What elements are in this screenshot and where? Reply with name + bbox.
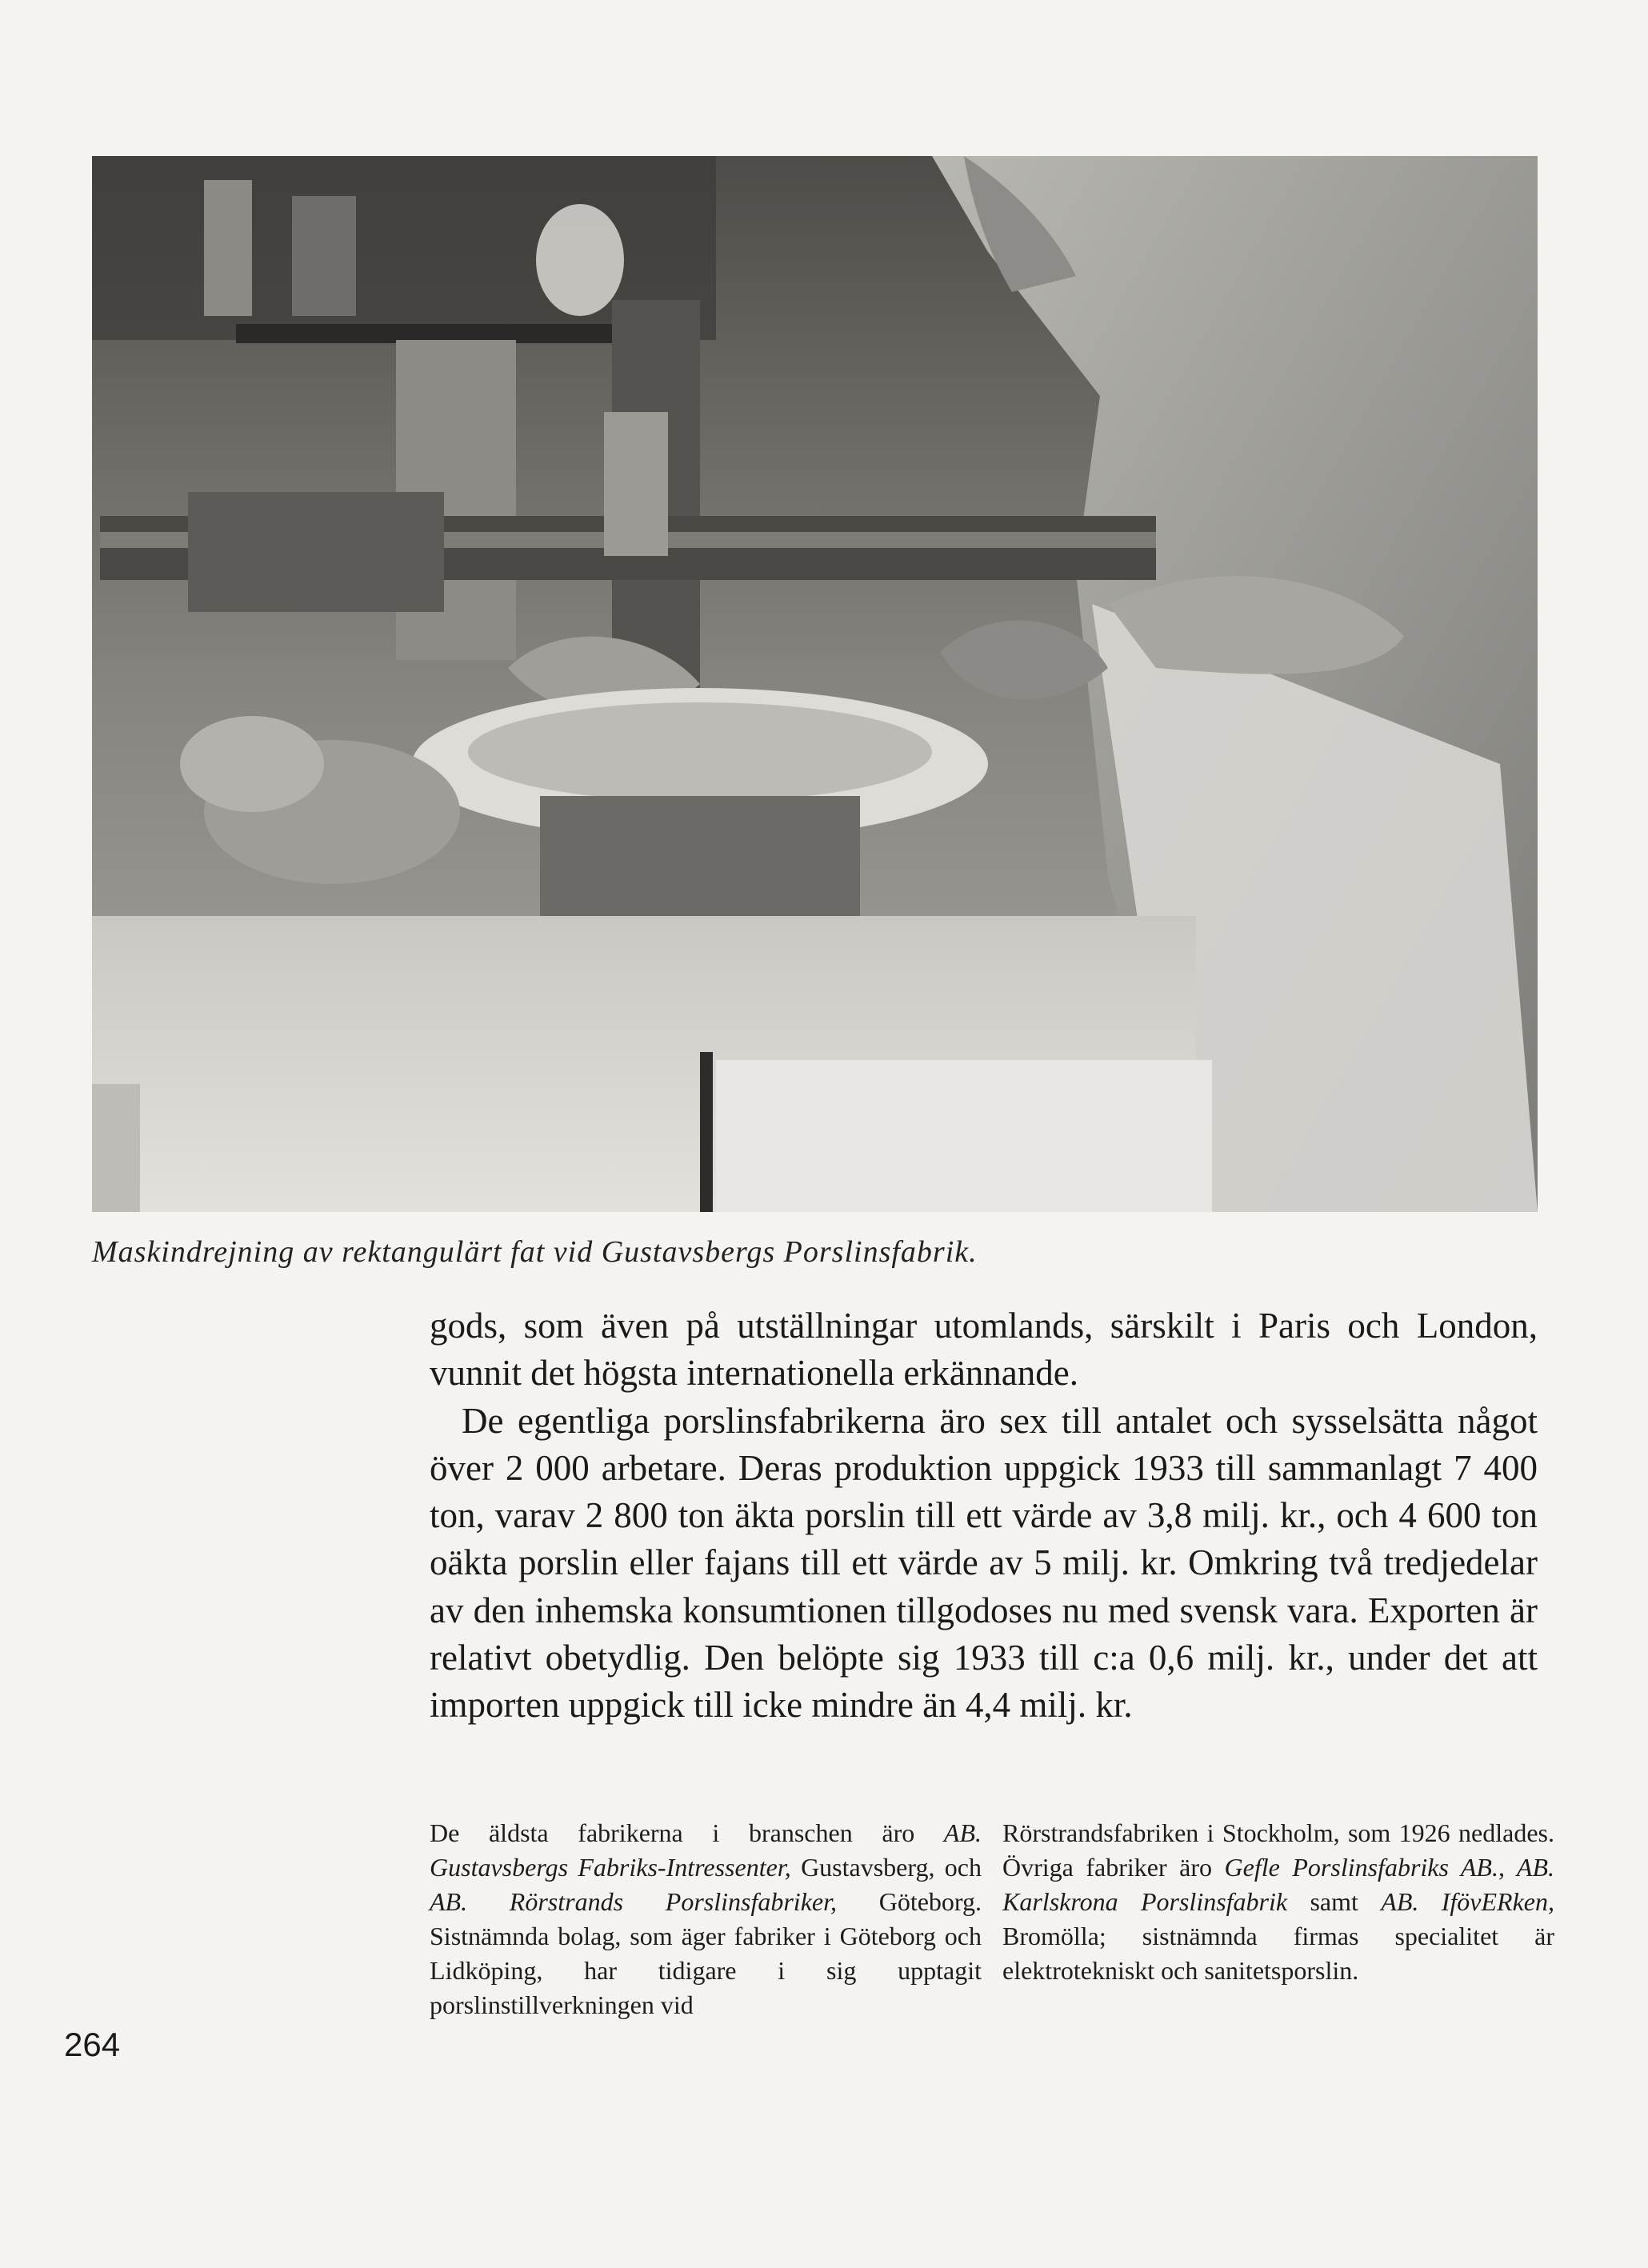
left-text-3: Göteborg. Sistnämnda bolag, som äger fabriker i Göteborg och Lidköping, har tidigare i sig upptagit porslinstillverkningen vid (430, 1887, 982, 2019)
company-gefle-karlskrona: Gefle Porslinsfabriks AB., AB. Karlskrona Porslinsfabrik (1002, 1853, 1555, 1916)
company-ifoverken: AB. IfövERken, (1381, 1887, 1555, 1916)
right-text-1: Rörstrandsfabriken i Stockholm, som 1926 nedlades. Övriga fabriker äro (1002, 1818, 1554, 1882)
right-text-2: samt (1287, 1887, 1382, 1916)
photo-illustration (92, 156, 1538, 1212)
footnote-column-left (430, 1816, 982, 2022)
footnote-column-right (1002, 1816, 1554, 1988)
paragraph-porcelain-factories: De egentliga porslinsfabrikerna äro sex till antalet och sysselsätta något över 2 000 arbetare. Deras produktion uppgick 1933 till sammanlagt 7 400 ton, varav 2 800 ton äkta porslin till ett värde av 3,8 milj. kr., och 4 600 ton oäkta porslin eller fajans till ett värde av 5 milj. kr. Omkring två tredjedelar av den inhemska konsumtionen tillgodoses nu med svensk vara. Exporten är relativt obetydlig. Den belöpte sig 1933 till c:a 0,6 milj. kr., under det att importen uppgick till icke mindre än 4,4 milj. kr. (430, 1400, 1538, 1726)
right-text-3: Bromölla; sistnämnda firmas specialitet är elektrotekniskt och sanitetsporslin. (1002, 1922, 1554, 1985)
left-text-1: De äldsta fabrikerna i branschen äro (430, 1818, 944, 1847)
photograph-pottery-wheel (92, 156, 1538, 1212)
company-rorstrand: AB. Rörstrands Porslinsfabriker, (430, 1887, 838, 1916)
photo-caption: Maskindrejning av rektangulärt fat vid Gustavsbergs Porslinsfabrik. (92, 1235, 978, 1269)
left-text-2: Gustavsberg, och (790, 1853, 982, 1882)
body-text (430, 1302, 1538, 1730)
company-gustavsberg: AB. Gustavsbergs Fabriks-Intressenter, (430, 1818, 982, 1882)
page-number: 264 (64, 2026, 121, 2063)
paragraph-continuation: gods, som även på utställningar utomlands, särskilt i Paris och London, vunnit det högsta internationella erkännande. (430, 1306, 1538, 1394)
